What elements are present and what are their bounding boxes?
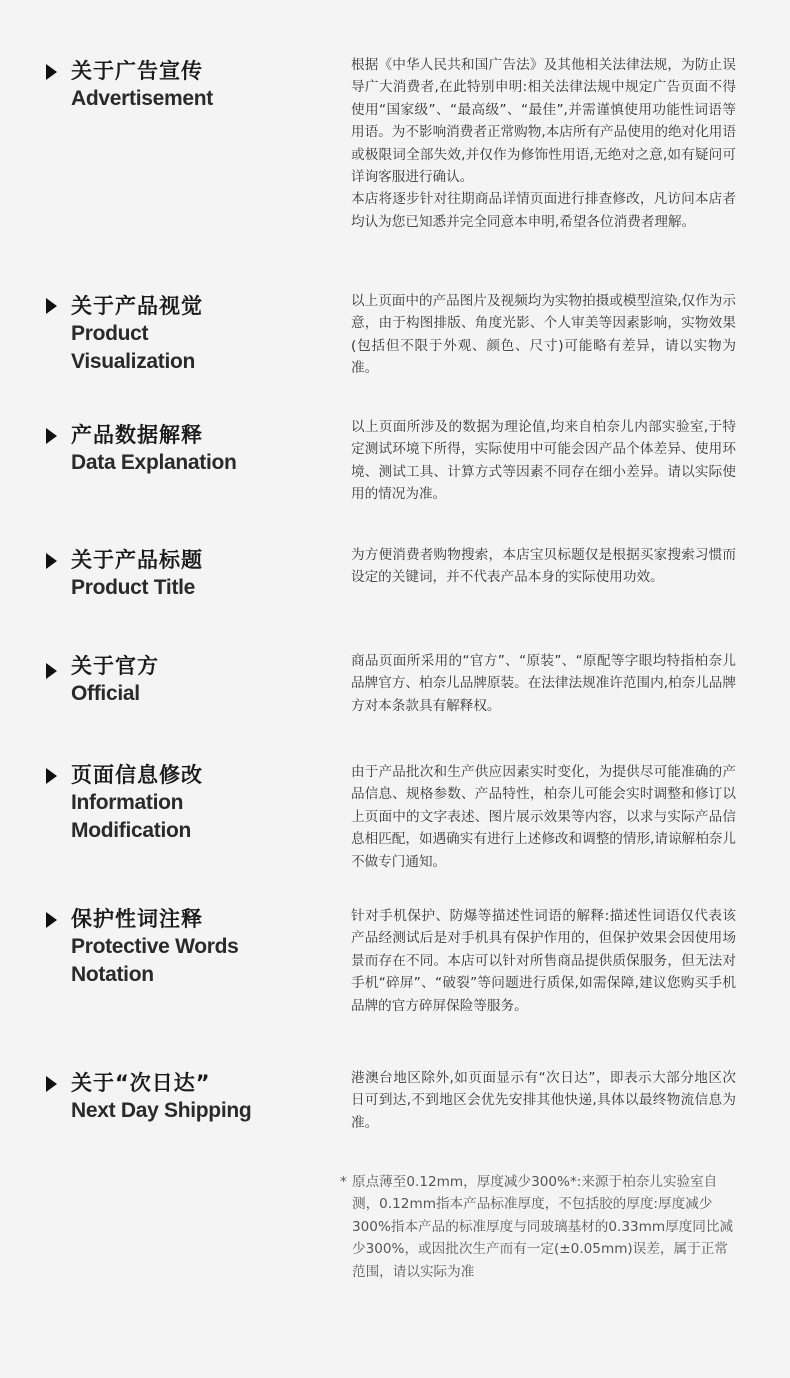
- section-body: [351, 1067, 736, 1134]
- section-paragraph: 以上页面所涉及的数据为理论值,均来自柏奈儿内部实验室,于特定测试环境下所得，实际使用中可能会因产品个体差异、使用环境、测试工具、计算方式等因素不同存在细小差异。请以实际使用的情况为准。: [351, 419, 736, 503]
- section-title-en: Advertisement: [71, 87, 213, 110]
- section-paragraph: 以上页面中的产品图片及视频均为实物拍摄或模型渲染,仅作为示意，由于构图排版、角度光影、个人审美等因素影响，实物效果(包括但不限于外观、颜色、尺寸)可能略有差异，请以实物为准。: [351, 293, 736, 377]
- section-title-en: Product Visualization: [71, 322, 196, 373]
- section-title-en: Official: [71, 682, 140, 705]
- section-heading: [71, 1069, 321, 1125]
- section-heading: [71, 546, 321, 602]
- triangle-marker-icon: [46, 298, 57, 314]
- section-body: [351, 416, 736, 506]
- section-heading: [71, 761, 321, 845]
- footnote-text: 原点薄至0.12mm，厚度减少300%*:来源于柏奈儿实验室自测，0.12mm指本产品标准厚度，不包括胶的厚度:厚度减少300%指本产品的标准厚度与同玻璃基材的0.33mm厚度同比减少300%，或因批次生产而有一定(±0.05mm)误差，属于正常范围，请以实际为准: [352, 1174, 734, 1280]
- section-paragraph: 商品页面所采用的“官方”、“原装”、“原配等字眼均特指柏奈儿品牌官方、柏奈儿品牌原装。在法律法规准许范围内,柏奈儿品牌方对本条款具有解释权。: [351, 653, 736, 714]
- section-title-cn: 保护性词注释: [71, 907, 203, 931]
- footnote-mark: *: [340, 1174, 347, 1190]
- section-body: [351, 54, 736, 233]
- section-heading: [71, 57, 321, 113]
- triangle-marker-icon: [46, 663, 57, 679]
- section-body: [351, 650, 736, 717]
- section-title-cn: 页面信息修改: [71, 763, 203, 787]
- section-paragraph: 本店将逐步针对往期商品详情页面进行排查修改，凡访问本店者均认为您已知悉并完全同意本申明,希望各位消费者理解。: [351, 191, 736, 230]
- section-heading: [71, 421, 321, 477]
- section-heading: [71, 652, 321, 708]
- triangle-marker-icon: [46, 553, 57, 569]
- section-title-cn: 关于“次日达”: [71, 1071, 211, 1095]
- section-title-cn: 关于产品视觉: [71, 294, 203, 318]
- section-title-cn: 关于产品标题: [71, 548, 203, 572]
- section-paragraph: 港澳台地区除外,如页面显示有“次日达”，即表示大部分地区次日可到达,不到地区会优先安排其他快递,具体以最终物流信息为准。: [351, 1070, 736, 1131]
- section-title-cn: 关于官方: [71, 654, 159, 678]
- section-heading: [71, 905, 321, 989]
- section-body: [351, 905, 736, 1017]
- section-paragraph: 针对手机保护、防爆等描述性词语的解释:描述性词语仅代表该产品经测试后是对手机具有保护作用的，但保护效果会因使用场景而存在不同。本店可以针对所售商品提供质保服务，但无法对手机“碎屏”、“破裂”等问题进行质保,如需保障,建议您购买手机品牌的官方碎屏保险等服务。: [351, 908, 736, 1014]
- footnote: [340, 1171, 740, 1283]
- section-body: [351, 544, 736, 589]
- section-title-en: Next Day Shipping: [71, 1099, 252, 1122]
- section-body: [351, 761, 736, 873]
- section-heading: [71, 292, 321, 376]
- section-title-en: Data Explanation: [71, 451, 237, 474]
- section-paragraph: 由于产品批次和生产供应因素实时变化，为提供尽可能准确的产品信息、规格参数、产品特性，柏奈儿可能会实时调整和修订以上页面中的文字表述、图片展示效果等内容，以求与实际产品信息相匹配，如遇确实有进行上述修改和调整的情形,请谅解柏奈儿不做专门通知。: [351, 764, 736, 870]
- section-title-en: Protective Words Notation: [71, 935, 239, 986]
- triangle-marker-icon: [46, 64, 57, 80]
- triangle-marker-icon: [46, 768, 57, 784]
- section-title-en: Information Modification: [71, 791, 192, 842]
- section-body: [351, 290, 736, 380]
- triangle-marker-icon: [46, 912, 57, 928]
- triangle-marker-icon: [46, 1076, 57, 1092]
- section-paragraph: 为方便消费者购物搜索，本店宝贝标题仅是根据买家搜索习惯而设定的关键词，并不代表产品本身的实际使用功效。: [351, 547, 736, 586]
- section-title-cn: 关于广告宣传: [71, 59, 203, 83]
- section-title-en: Product Title: [71, 576, 196, 599]
- triangle-marker-icon: [46, 428, 57, 444]
- section-title-cn: 产品数据解释: [71, 423, 203, 447]
- section-paragraph: 根据《中华人民共和国广告法》及其他相关法律法规，为防止误导广大消费者,在此特别申明:相关法律法规中规定广告页面不得使用“国家级”、“最高级”、“最佳”,并需谨慎使用功能性词语等用语。为不影响消费者正常购物,本店所有产品使用的绝对化用语或极限词全部失效,并仅作为修饰性用语,无绝对之意,如有疑问可详询客服进行确认。: [351, 57, 736, 186]
